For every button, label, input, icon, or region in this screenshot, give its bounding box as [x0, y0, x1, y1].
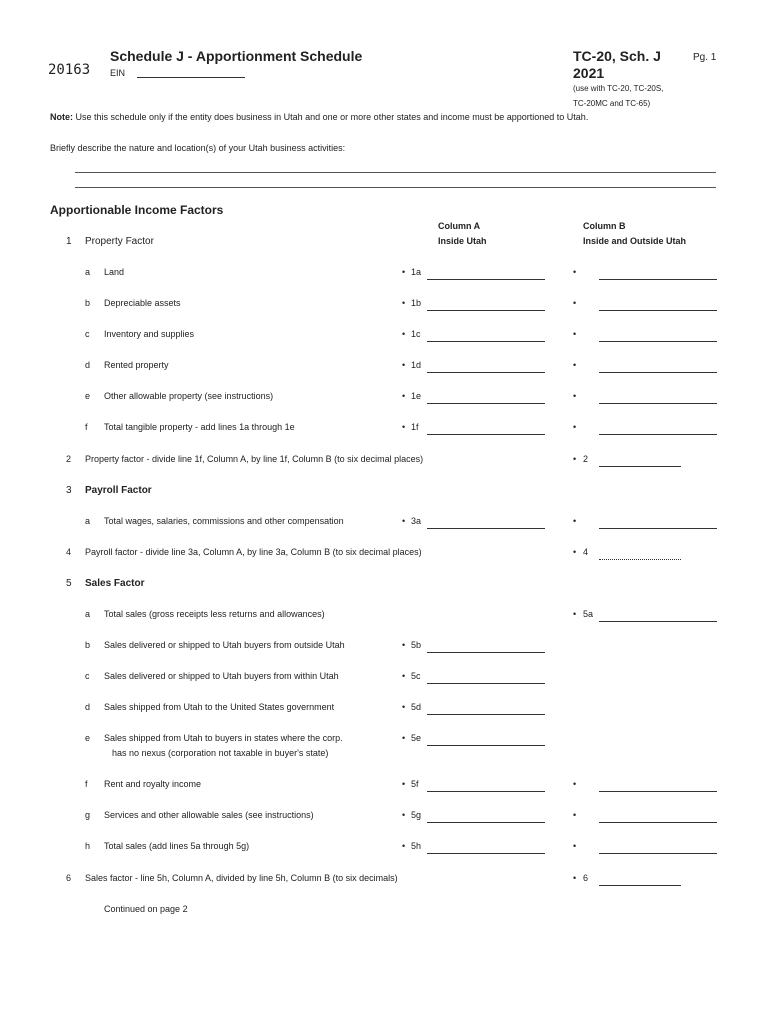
row-1c-number: 1c [411, 329, 421, 339]
line2-bullet: • [573, 454, 577, 464]
row-5d-bullet: • [402, 702, 406, 712]
row-5a-bullet: • [573, 609, 577, 619]
form-number: 20163 [48, 62, 91, 78]
row-1f-bullet: • [402, 422, 406, 432]
row-3a-bullet: • [402, 516, 406, 526]
property-num: 1 [66, 236, 72, 247]
ein-field[interactable] [137, 77, 245, 78]
line4-number: 4 [583, 547, 589, 557]
column-b-title: Column B [583, 221, 626, 231]
description-line-1[interactable] [75, 172, 716, 173]
row-5h-letter: h [85, 841, 91, 851]
payroll-num: 3 [66, 485, 72, 496]
row-5e-col-a-field[interactable] [427, 745, 545, 746]
row-1b-bullet: • [402, 298, 406, 308]
row-5f-letter: f [85, 779, 88, 789]
row-5d-letter: d [85, 702, 91, 712]
row-1a-number: 1a [411, 267, 422, 277]
line2-num: 2 [66, 454, 72, 464]
row-5d-number: 5d [411, 702, 422, 712]
row-3a-col-a-field[interactable] [427, 528, 545, 529]
row-5e-number: 5e [411, 733, 422, 743]
row-5e-label-2: has no nexus (corporation not taxable in buyer's state) [112, 748, 329, 758]
row-5d-col-a-field[interactable] [427, 714, 545, 715]
row-1e-number: 1e [411, 391, 422, 401]
row-1d-col-b-field[interactable] [599, 372, 717, 373]
row-1a-col-b-bullet: • [573, 267, 577, 277]
column-a-sub: Inside Utah [438, 236, 487, 246]
row-1a-bullet: • [402, 267, 406, 277]
form-title: Schedule J - Apportionment Schedule [110, 48, 363, 64]
row-1e-col-a-field[interactable] [427, 403, 545, 404]
row-5b-label: Sales delivered or shipped to Utah buyers from outside Utah [104, 640, 345, 650]
row-1b-number: 1b [411, 298, 422, 308]
ein-label: EIN [110, 68, 126, 78]
row-1f-col-b-bullet: • [573, 422, 577, 432]
row-3a-number: 3a [411, 516, 422, 526]
continued-note: Continued on page 2 [104, 904, 188, 914]
line6-label: Sales factor - line 5h, Column A, divided by line 5h, Column B (to six decimals) [85, 873, 398, 883]
row-3a-label: Total wages, salaries, commissions and other compensation [104, 516, 344, 526]
sales-num: 5 [66, 578, 72, 589]
sales-title: Sales Factor [85, 578, 145, 589]
row-5f-col-b-field[interactable] [599, 791, 717, 792]
use-with-line1: (use with TC-20, TC-20S, [573, 84, 664, 93]
row-5c-letter: c [85, 671, 90, 681]
row-1a-letter: a [85, 267, 91, 277]
row-5f-col-a-field[interactable] [427, 791, 545, 792]
row-5b-bullet: • [402, 640, 406, 650]
column-b-sub: Inside and Outside Utah [583, 236, 687, 246]
row-5c-col-a-field[interactable] [427, 683, 545, 684]
note-text: Use this schedule only if the entity does business in Utah and one or more other states and income must be apportioned to Utah. [75, 112, 589, 122]
description-line-2[interactable] [75, 187, 716, 188]
row-5a-letter: a [85, 609, 91, 619]
line6-number: 6 [583, 873, 589, 883]
row-1c-col-b-bullet: • [573, 329, 577, 339]
row-1c-letter: c [85, 329, 90, 339]
row-5g-col-b-field[interactable] [599, 822, 717, 823]
property-title: Property Factor [85, 236, 154, 247]
row-5h-label: Total sales (add lines 5a through 5g) [104, 841, 250, 851]
note [50, 112, 588, 122]
row-5a-number: 5a [583, 609, 594, 619]
form-year: 2021 [573, 65, 605, 81]
page-number: Pg. 1 [693, 52, 717, 63]
row-5c-bullet: • [402, 671, 406, 681]
line2-label: Property factor - divide line 1f, Column A, by line 1f, Column B (to six decimal places) [85, 454, 424, 464]
row-3a-col-b-field[interactable] [599, 528, 717, 529]
row-1b-col-a-field[interactable] [427, 310, 545, 311]
row-5e-letter: e [85, 733, 91, 743]
line4-label: Payroll factor - divide line 3a, Column A, by line 3a, Column B (to six decimal places) [85, 547, 422, 557]
row-1b-letter: b [85, 298, 91, 308]
row-1f-col-a-field[interactable] [427, 434, 545, 435]
row-1d-label: Rented property [104, 360, 169, 370]
row-5f-col-b-bullet: • [573, 779, 577, 789]
row-5f-label: Rent and royalty income [104, 779, 202, 789]
row-1f-letter: f [85, 422, 88, 432]
row-5g-col-b-bullet: • [573, 810, 577, 820]
row-5c-label: Sales delivered or shipped to Utah buyers from within Utah [104, 671, 339, 681]
row-5g-number: 5g [411, 810, 422, 820]
section-title: Apportionable Income Factors [50, 203, 224, 217]
row-1a-label: Land [104, 267, 125, 277]
row-5d-label: Sales shipped from Utah to the United States government [104, 702, 335, 712]
line2-field[interactable] [599, 466, 681, 467]
payroll-title: Payroll Factor [85, 485, 152, 496]
row-1c-col-a-field[interactable] [427, 341, 545, 342]
row-1b-col-b-field[interactable] [599, 310, 717, 311]
row-5g-bullet: • [402, 810, 406, 820]
row-5f-bullet: • [402, 779, 406, 789]
row-5g-letter: g [85, 810, 91, 820]
row-5b-number: 5b [411, 640, 422, 650]
row-1c-label: Inventory and supplies [104, 329, 195, 339]
row-5e-label-1: Sales shipped from Utah to buyers in states where the corp. [104, 733, 343, 743]
row-5b-col-a-field[interactable] [427, 652, 545, 653]
row-1d-number: 1d [411, 360, 422, 370]
describe-label: Briefly describe the nature and location(s) of your Utah business activities: [50, 143, 346, 153]
line4-bullet: • [573, 547, 577, 557]
form-code: TC-20, Sch. J [573, 48, 661, 64]
row-1e-bullet: • [402, 391, 406, 401]
row-5h-col-b-bullet: • [573, 841, 577, 851]
line2-number: 2 [583, 454, 589, 464]
row-5e-bullet: • [402, 733, 406, 743]
row-1b-col-b-bullet: • [573, 298, 577, 308]
note-label: Note: [50, 112, 73, 122]
row-1f-col-b-field[interactable] [599, 434, 717, 435]
row-3a-letter: a [85, 516, 91, 526]
row-1d-col-a-field[interactable] [427, 372, 545, 373]
row-5g-label: Services and other allowable sales (see instructions) [104, 810, 314, 820]
row-5h-col-b-field[interactable] [599, 853, 717, 854]
row-1c-col-b-field[interactable] [599, 341, 717, 342]
row-1a-col-b-field[interactable] [599, 279, 717, 280]
row-1e-col-b-field[interactable] [599, 403, 717, 404]
row-5a-label: Total sales (gross receipts less returns and allowances) [104, 609, 325, 619]
row-1d-letter: d [85, 360, 91, 370]
row-1b-label: Depreciable assets [104, 298, 181, 308]
use-with-line2: TC-20MC and TC-65) [573, 99, 651, 108]
line4-num: 4 [66, 547, 72, 557]
row-1f-number: 1f [411, 422, 419, 432]
row-5h-col-a-field[interactable] [427, 853, 545, 854]
row-3a-col-b-bullet: • [573, 516, 577, 526]
line6-num: 6 [66, 873, 72, 883]
row-5a-col-b-field[interactable] [599, 621, 717, 622]
row-1e-label: Other allowable property (see instructions) [104, 391, 274, 401]
row-1e-col-b-bullet: • [573, 391, 577, 401]
row-5h-bullet: • [402, 841, 406, 851]
row-1f-label: Total tangible property - add lines 1a through 1e [104, 422, 295, 432]
row-5f-number: 5f [411, 779, 419, 789]
row-1d-bullet: • [402, 360, 406, 370]
row-5g-col-a-field[interactable] [427, 822, 545, 823]
line4-field[interactable] [599, 559, 681, 560]
row-1c-bullet: • [402, 329, 406, 339]
row-1a-col-a-field[interactable] [427, 279, 545, 280]
row-5b-letter: b [85, 640, 91, 650]
row-1d-col-b-bullet: • [573, 360, 577, 370]
row-5c-number: 5c [411, 671, 421, 681]
column-a-title: Column A [438, 221, 481, 231]
row-1e-letter: e [85, 391, 91, 401]
row-5h-number: 5h [411, 841, 422, 851]
line6-field[interactable] [599, 885, 681, 886]
line6-bullet: • [573, 873, 577, 883]
